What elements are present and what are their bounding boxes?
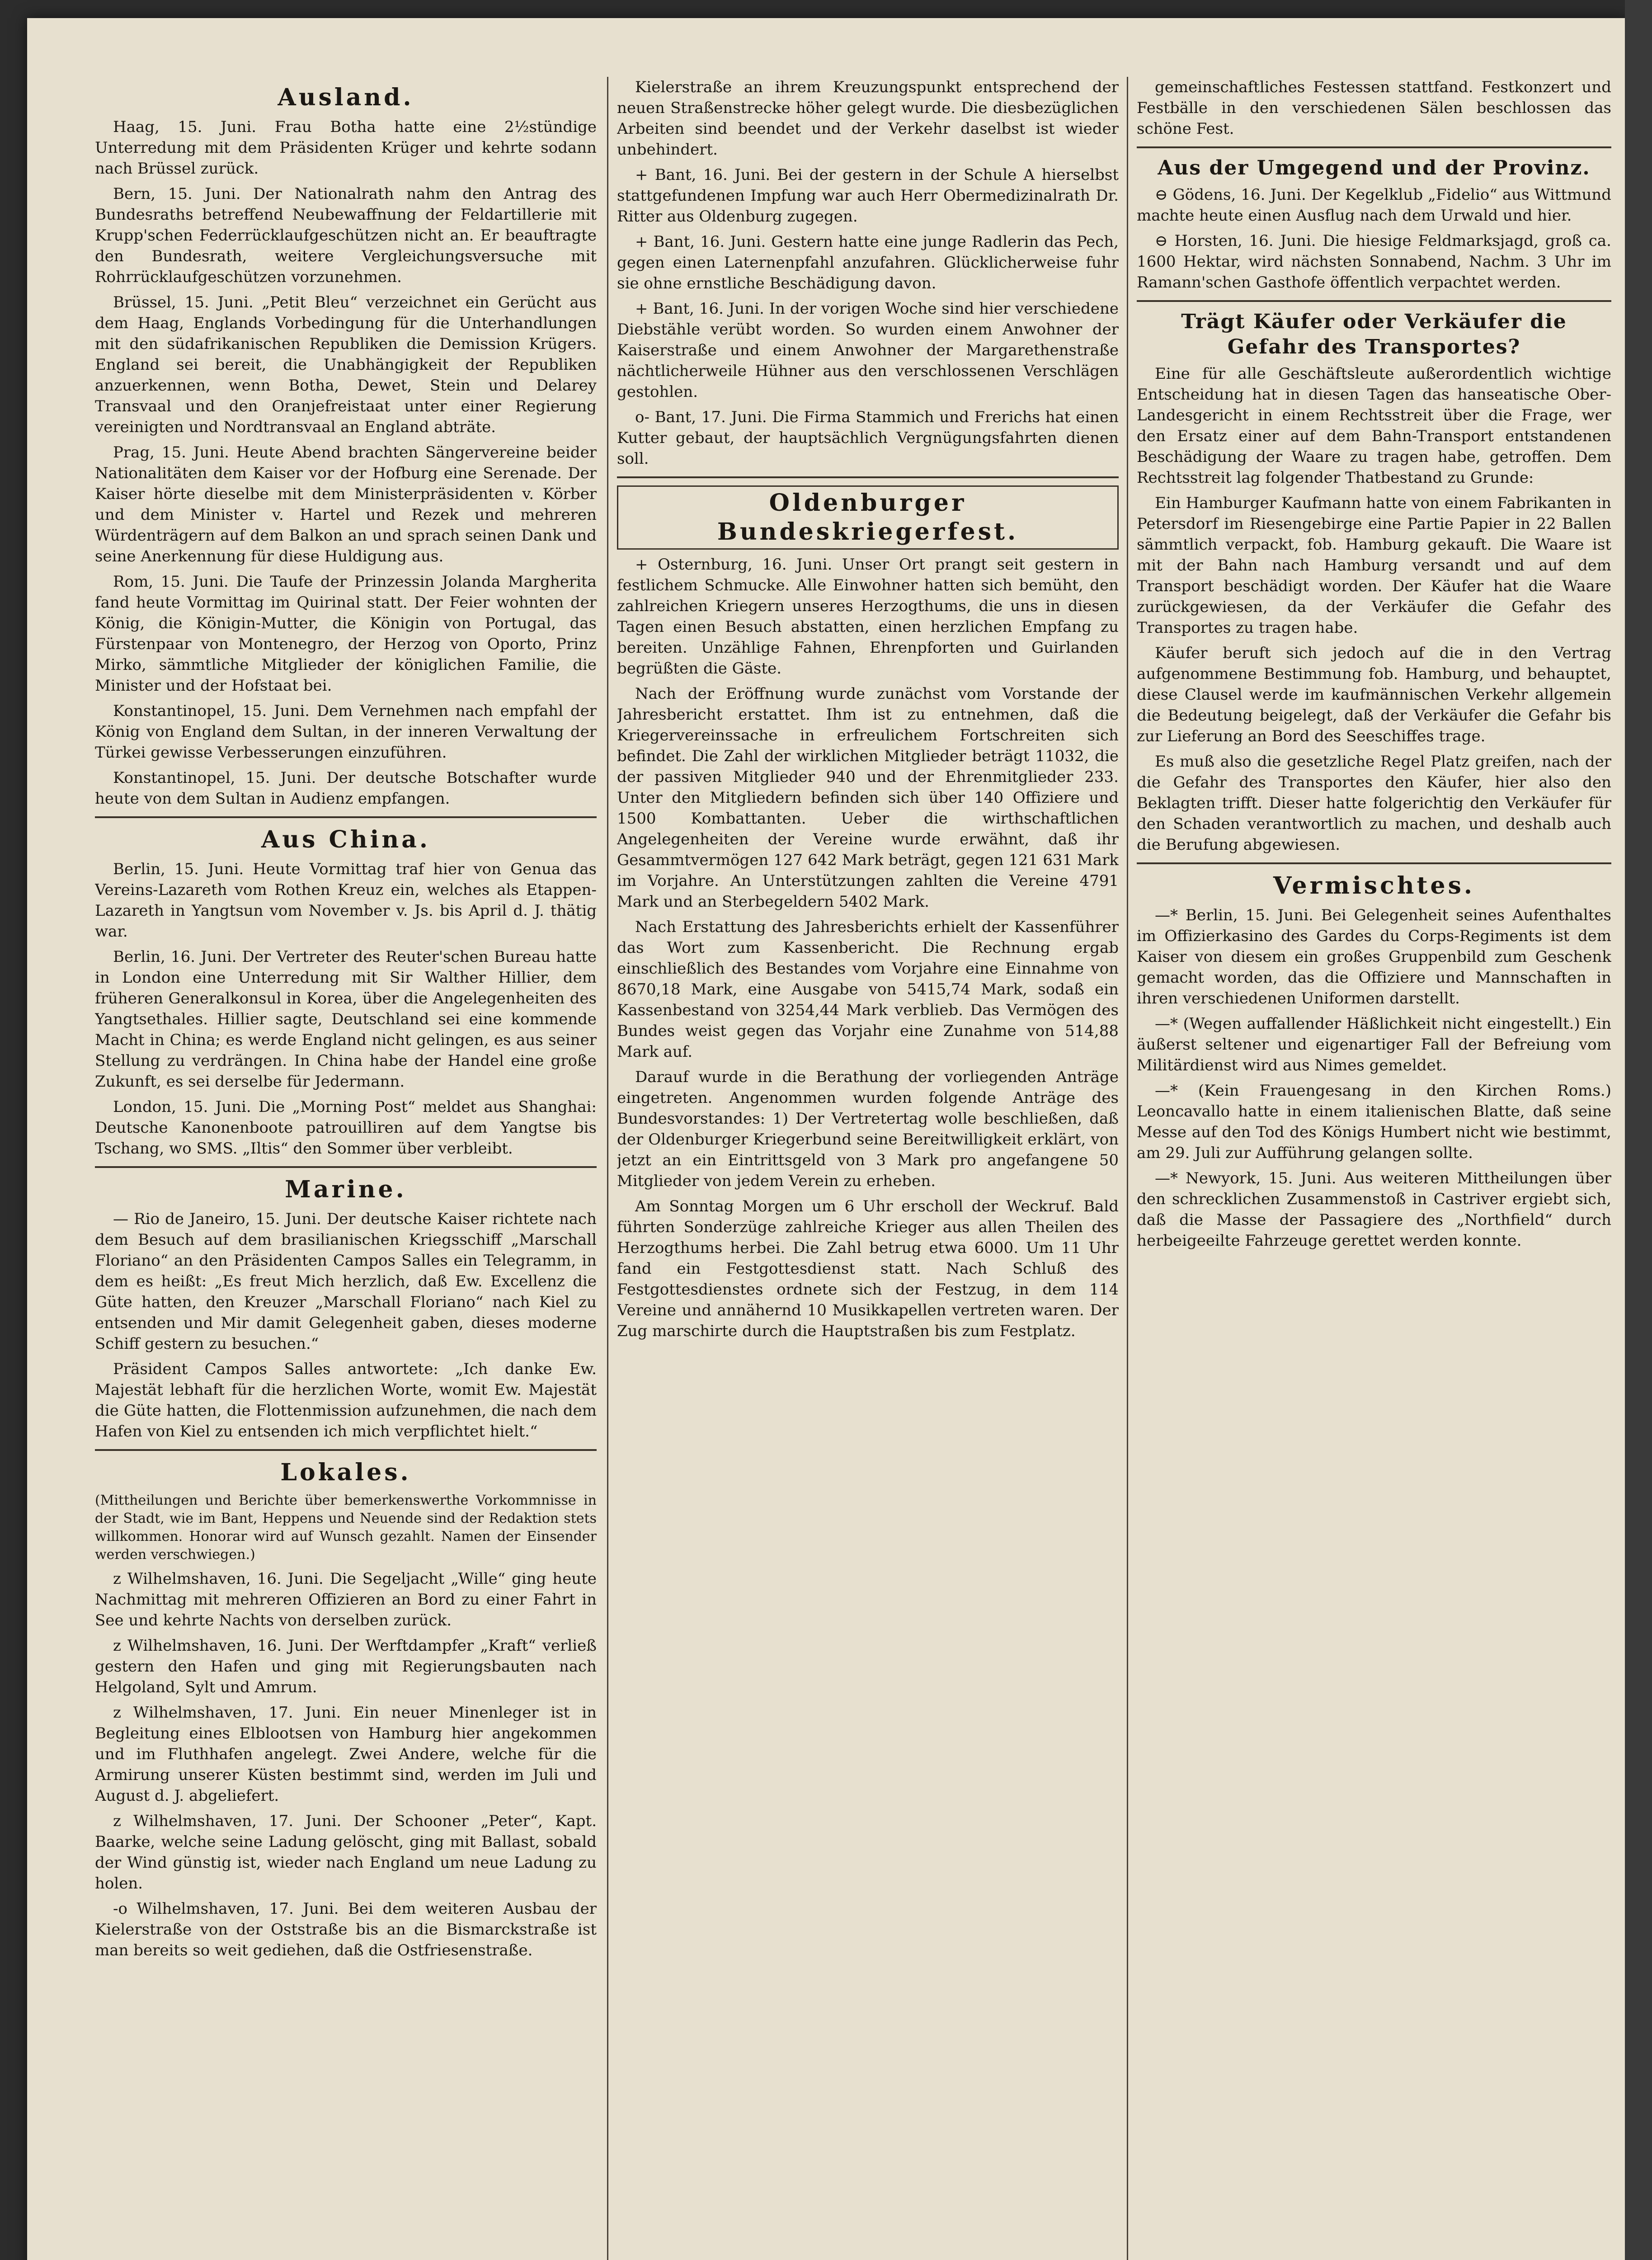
article-paragraph: London, 15. Juni. Die „Morning Post“ meldet aus Shanghai: Deutsche Kanonenboote patrouilliren auf dem Yangtse bis Tschang, wo SMS. „Iltis“ den Sommer über verbleibt. bbox=[95, 1098, 597, 1158]
article-paragraph: + Osternburg, 16. Juni. Unser Ort prangt seit gestern in festlichem Schmucke. Alle Einwohner hatten sich bemüht, den zahlreichen Kriegern unseres Herzogthums, die uns in diesen Tagen einen Besuch abstatten, einen herzlichen Empfang zu bereiten. Unzählige Fahnen, Ehrenpforten und Guirlanden begrüßten die Gäste. bbox=[617, 556, 1119, 678]
article-paragraph: ⊖ Gödens, 16. Juni. Der Kegelklub „Fidelio“ aus Wittmund machte heute einen Ausflug nach dem Urwald und hier. bbox=[1137, 186, 1611, 225]
section-heading-transport: Trägt Käufer oder Verkäufer die Gefahr des Transportes? bbox=[1181, 310, 1567, 358]
article-paragraph: Haag, 15. Juni. Frau Botha hatte eine 2½stündige Unterredung mit dem Präsidenten Krüger und kehrte sodann nach Brüssel zurück. bbox=[95, 118, 597, 178]
section-heading-umgegend: Aus der Umgegend und der Provinz. bbox=[1158, 156, 1591, 179]
article-paragraph: z Wilhelmshaven, 16. Juni. Die Segeljacht „Wille“ ging heute Nachmittag mit mehreren Offizieren an Bord zu einer Fahrt in See und kehrte Nachts von derselben zurück. bbox=[95, 1570, 597, 1629]
article-paragraph: Eine für alle Geschäftsleute außerordentlich wichtige Entscheidung hat in diesen Tagen das hanseatische Ober-Landesgericht in einem Rechtsstreit über die Frage, wer den Ersatz einer auf dem Bahn-Transport entstandenen Beschädigung der Waare zu tragen habe, getroffen. Dem Rechtsstreit lag folgender Thatbestand zu Grunde: bbox=[1137, 365, 1611, 487]
column-1 bbox=[95, 77, 597, 2260]
article-paragraph: Nach der Eröffnung wurde zunächst vom Vorstande der Jahresbericht erstattet. Ihm ist zu entnehmen, daß die Kriegervereinssache in erfreulichem Fortschreiten sich befindet. Die Zahl der wirklichen Mitglieder beträgt 11032, die der passiven Mitglieder 940 und der Ehrenmitglieder 233. Unter den Mitgliedern befinden sich über 140 Offiziere und 1500 Kombattanten. Ueber die wirthschaftlichen Angelegenheiten der Vereine wurde erwähnt, daß ihr Gesammtvermögen 127 642 Mark beträgt, gegen 121 631 Mark im Vorjahre. An Unterstützungen zahlten die Vereine 4791 Mark und an Sterbegeldern 5402 Mark. bbox=[617, 685, 1119, 911]
section-divider bbox=[1137, 300, 1611, 302]
article-paragraph: ⊖ Horsten, 16. Juni. Die hiesige Feldmarksjagd, groß ca. 1600 Hektar, wird nächsten Sonnabend, Nachm. 3 Uhr im Ramann'schen Gasthofe öffentlich verpachtet werden. bbox=[1137, 232, 1611, 292]
article-paragraph: Nach Erstattung des Jahresberichts erhielt der Kassenführer das Wort zum Kassenbericht. Die Rechnung ergab einschließlich des Bestandes vom Vorjahre eine Einnahme von 8670,18 Mark, eine Ausgabe von 5415,74 Mark, sodaß ein Kassenbestand von 3254,44 Mark verblieb. Das Vermögen des Bundes weist gegen das Vorjahr eine Zunahme von 514,88 Mark auf. bbox=[617, 918, 1119, 1061]
section-heading-marine: Marine. bbox=[285, 1176, 407, 1203]
article-paragraph: + Bant, 16. Juni. Bei der gestern in der Schule A hierselbst stattgefundenen Impfung war auch Herr Obermedizinalrath Dr. Ritter aus Oldenburg zugegen. bbox=[617, 166, 1119, 226]
section-divider bbox=[95, 1166, 597, 1168]
column-2 bbox=[617, 77, 1119, 2260]
article-paragraph: Berlin, 15. Juni. Heute Vormittag traf hier von Genua das Vereins-Lazareth vom Rothen Kreuz ein, welches als Etappen-Lazareth in Yangtsun vom November v. Js. bis April d. J. thätig war. bbox=[95, 860, 597, 941]
article-paragraph: o- Bant, 17. Juni. Die Firma Stammich und Frerichs hat einen Kutter gebaut, der hauptsächlich Vergnügungsfahrten dienen soll. bbox=[617, 408, 1119, 468]
column-rule bbox=[607, 77, 608, 2260]
article-paragraph: z Wilhelmshaven, 17. Juni. Ein neuer Minenleger ist in Begleitung eines Elblootsen von Hamburg hier angekommen und im Fluthhafen angelegt. Zwei Andere, welche für die Armirung unserer Küsten bestimmt sind, werden im Juli und August d. J. abgeliefert. bbox=[95, 1704, 597, 1805]
column-3 bbox=[1137, 77, 1611, 2260]
article-paragraph: + Bant, 16. Juni. Gestern hatte eine junge Radlerin das Pech, gegen einen Laternenpfahl anzufahren. Glücklicherweise fuhr sie ohne ernstliche Beschädigung davon. bbox=[617, 233, 1119, 292]
section-divider bbox=[95, 816, 597, 818]
section-divider bbox=[1137, 146, 1611, 148]
article-paragraph: + Bant, 16. Juni. In der vorigen Woche sind hier verschiedene Diebstähle verübt worden. So wurden einem Anwohner der Kaiserstraße und einem Anwohner der Margarethenstraße nächtlicherweile Hühner aus den verschlossenen Verschlägen gestohlen. bbox=[617, 300, 1119, 401]
section-heading-china: Aus China. bbox=[261, 826, 431, 853]
article-paragraph: Konstantinopel, 15. Juni. Der deutsche Botschafter wurde heute von dem Sultan in Audienz empfangen. bbox=[95, 769, 597, 808]
section-heading-ausland: Ausland. bbox=[278, 84, 414, 111]
article-paragraph: Am Sonntag Morgen um 6 Uhr erscholl der Weckruf. Bald führten Sonderzüge zahlreiche Krieger aus allen Theilen des Herzogthums herbei. Die Zahl betrug etwa 6000. Um 11 Uhr fand ein Festgottesdienst statt. Nach Schluß des Festgottesdienstes ordnete sich der Festzug, in dem 114 Vereine und annähernd 10 Musikkapellen vertreten waren. Der Zug marschirte durch die Hauptstraßen bis zum Festplatz. bbox=[617, 1197, 1119, 1340]
section-divider bbox=[617, 476, 1119, 478]
article-paragraph: Konstantinopel, 15. Juni. Dem Vernehmen nach empfahl der König von England dem Sultan, in der inneren Verwaltung der Türkei gewisse Verbesserungen einzuführen. bbox=[95, 702, 597, 762]
section-heading-lokales: Lokales. bbox=[280, 1459, 411, 1486]
article-paragraph: Brüssel, 15. Juni. „Petit Bleu“ verzeichnet ein Gerücht aus dem Haag, Englands Vorbedingung für die Unterhandlungen mit den südafrikanischen Republiken die Demission Krügers. England sei bereit, die Unabhängigkeit der Republiken anzuerkennen, wenn Botha, Dewet, Stein und Delarey Transvaal und den Oranjefreistaat unter einer Regierung vereinigten und Nordtransvaal an England abträte. bbox=[95, 293, 597, 436]
article-paragraph: Präsident Campos Salles antwortete: „Ich danke Ew. Majestät lebhaft für die herzlichen Worte, womit Ew. Majestät die Güte hatten, die Flottenmission aufzunehmen, die nach dem Hafen von Kiel zu entsenden ich mich verpflichtet hielt.“ bbox=[95, 1360, 597, 1441]
article-paragraph: —* (Kein Frauengesang in den Kirchen Roms.) Leoncavallo hatte in einem italienischen Blatte, daß seine Messe auf den Tod des Königs Humbert nicht wie bestimmt, am 29. Juli zur Aufführung gelangen sollte. bbox=[1137, 1082, 1611, 1162]
article-paragraph: Käufer beruft sich jedoch auf die in den Vertrag aufgenommene Bestimmung fob. Hamburg, und behauptet, diese Clausel werde im kaufmännischen Verkehr allgemein die Bedeutung beigelegt, daß der Verkäufer die Gefahr bis zur Lieferung an Bord des Seeschiffes trage. bbox=[1137, 644, 1611, 745]
article-paragraph: — Rio de Janeiro, 15. Juni. Der deutsche Kaiser richtete nach dem Besuch auf dem brasilianischen Kriegsschiff „Marschall Floriano“ an den Präsidenten Campos Salles ein Telegramm, in dem es heißt: „Es freut Mich herzlich, daß Ew. Excellenz die Güte hatten, den Kreuzer „Marschall Floriano“ nach Kiel zu entsenden und Mir damit Gelegenheit gaben, dieses moderne Schiff gestern zu besuchen.“ bbox=[95, 1210, 597, 1353]
article-paragraph: -o Wilhelmshaven, 17. Juni. Bei dem weiteren Ausbau der Kielerstraße von der Oststraße bis an die Bismarckstraße ist man bereits so weit gediehen, daß die Ostfriesenstraße. bbox=[95, 1900, 597, 1959]
section-heading-vermischtes: Vermischtes. bbox=[1273, 872, 1475, 899]
article-paragraph: Bern, 15. Juni. Der Nationalrath nahm den Antrag des Bundesraths betreffend Neubewaffnung der Feldartillerie mit Krupp'schen Federrücklaufgeschützen nicht an. Er beauftragte den Bundesrath, weitere Vergleichungsversuche mit Rohrrücklaufgeschützen vorzunehmen. bbox=[95, 185, 597, 286]
section-heading-oldenburger: Oldenburger Bundeskriegerfest. bbox=[617, 485, 1119, 550]
newspaper-page bbox=[27, 18, 1627, 2260]
article-paragraph: gemeinschaftliches Festessen stattfand. Festkonzert und Festbälle in den verschiedenen Sälen beschlossen das schöne Fest. bbox=[1137, 78, 1611, 138]
article-paragraph: —* (Wegen auffallender Häßlichkeit nicht eingestellt.) Ein äußerst seltener und eigenartiger Fall der Befreiung vom Militärdienst wird aus Nimes gemeldet. bbox=[1137, 1015, 1611, 1074]
article-paragraph: Kielerstraße an ihrem Kreuzungspunkt entsprechend der neuen Straßenstrecke höher gelegt wurde. Die diesbezüglichen Arbeiten sind beendet und der Verkehr daselbst ist wieder unbehindert. bbox=[617, 78, 1119, 159]
article-paragraph: —* Newyork, 15. Juni. Aus weiteren Mittheilungen über den schrecklichen Zusammenstoß in Castriver ergiebt sich, daß die Masse der Passagiere des „Northfield“ durch herbeigeeilte Fahrzeuge gerettet werden konnte. bbox=[1137, 1169, 1611, 1250]
section-divider bbox=[95, 1449, 597, 1451]
page-edge-shadow bbox=[1625, 0, 1652, 2260]
editorial-note: (Mittheilungen und Berichte über bemerkenswerthe Vorkommnisse in der Stadt, wie im Bant, Heppens und Neuende sind der Redaktion stets willkommen. Honorar wird auf Wunsch gezahlt. Namen der Einsender werden verschwiegen.) bbox=[95, 1493, 597, 1563]
article-paragraph: Rom, 15. Juni. Die Taufe der Prinzessin Jolanda Margherita fand heute Vormittag im Quirinal statt. Der Feier wohnten der König, die Königin-Mutter, die Königin von Portugal, das Fürstenpaar von Montenegro, der Herzog von Oporto, Prinz Mirko, sämmtliche Mitglieder der königlichen Familie, die Minister und der Hofstaat bei. bbox=[95, 573, 597, 695]
article-paragraph: Berlin, 16. Juni. Der Vertreter des Reuter'schen Bureau hatte in London eine Unterredung mit Sir Walther Hillier, dem früheren Generalkonsul in Korea, über die Angelegenheiten des Yangtsethales. Hillier sagte, Deutschland sei eine kommende Macht in China; es werde England nicht gelingen, es aus seiner Stellung zu verdrängen. In China habe der Handel eine große Zukunft, es sei derselbe für Jedermann. bbox=[95, 948, 597, 1091]
article-paragraph: —* Berlin, 15. Juni. Bei Gelegenheit seines Aufenthaltes im Offizierkasino des Gardes du Corps-Regiments ist dem Kaiser von diesem ein großes Gruppenbild zum Geschenk gemacht worden, das die Offiziere und Mannschaften in ihren verschiedenen Uniformen darstellt. bbox=[1137, 906, 1611, 1008]
article-paragraph: z Wilhelmshaven, 17. Juni. Der Schooner „Peter“, Kapt. Baarke, welche seine Ladung gelöscht, ging mit Ballast, sobald der Wind günstig ist, wieder nach England um neue Ladung zu holen. bbox=[95, 1812, 597, 1893]
article-paragraph: z Wilhelmshaven, 16. Juni. Der Werftdampfer „Kraft“ verließ gestern den Hafen und ging mit Regierungsbauten nach Helgoland, Sylt und Amrum. bbox=[95, 1637, 597, 1696]
article-paragraph: Ein Hamburger Kaufmann hatte von einem Fabrikanten in Petersdorf im Riesengebirge eine Partie Papier in 22 Ballen sämmtlich verpackt, fob. Hamburg gekauft. Die Waare ist mit der Bahn nach Hamburg versandt und auf dem Transport beschädigt worden. Der Käufer hat die Waare zurückgewiesen, da der Verkäufer die Gefahr des Transportes zu tragen habe. bbox=[1137, 494, 1611, 637]
section-divider bbox=[1137, 862, 1611, 864]
article-paragraph: Prag, 15. Juni. Heute Abend brachten Sängervereine beider Nationalitäten dem Kaiser vor der Hofburg eine Serenade. Der Kaiser hörte dieselbe mit dem Ministerpräsidenten v. Körber und dem Minister v. Hartel und Rezek und mehreren Würdenträgern auf dem Balkon an und sprach seinen Dank und seine Anerkennung für diese Huldigung aus. bbox=[95, 443, 597, 565]
article-paragraph: Darauf wurde in die Berathung der vorliegenden Anträge eingetreten. Angenommen wurden folgende Anträge des Bundesvorstandes: 1) Der Vertretertag wolle beschließen, daß der Oldenburger Kriegerbund seine Bereitwilligkeit erklärt, von jetzt an ein Eintrittsgeld von 3 Mark pro angefangene 50 Mitglieder von jedem Verein zu erheben. bbox=[617, 1068, 1119, 1190]
article-paragraph: Es muß also die gesetzliche Regel Platz greifen, nach der die Gefahr des Transportes den Käufer, hier also den Beklagten trifft. Dieser hatte folgerichtig den Verkäufer für den Schaden verantwortlich zu machen, und deshalb auch die Berufung abgewiesen. bbox=[1137, 753, 1611, 854]
column-rule bbox=[1127, 77, 1128, 2260]
